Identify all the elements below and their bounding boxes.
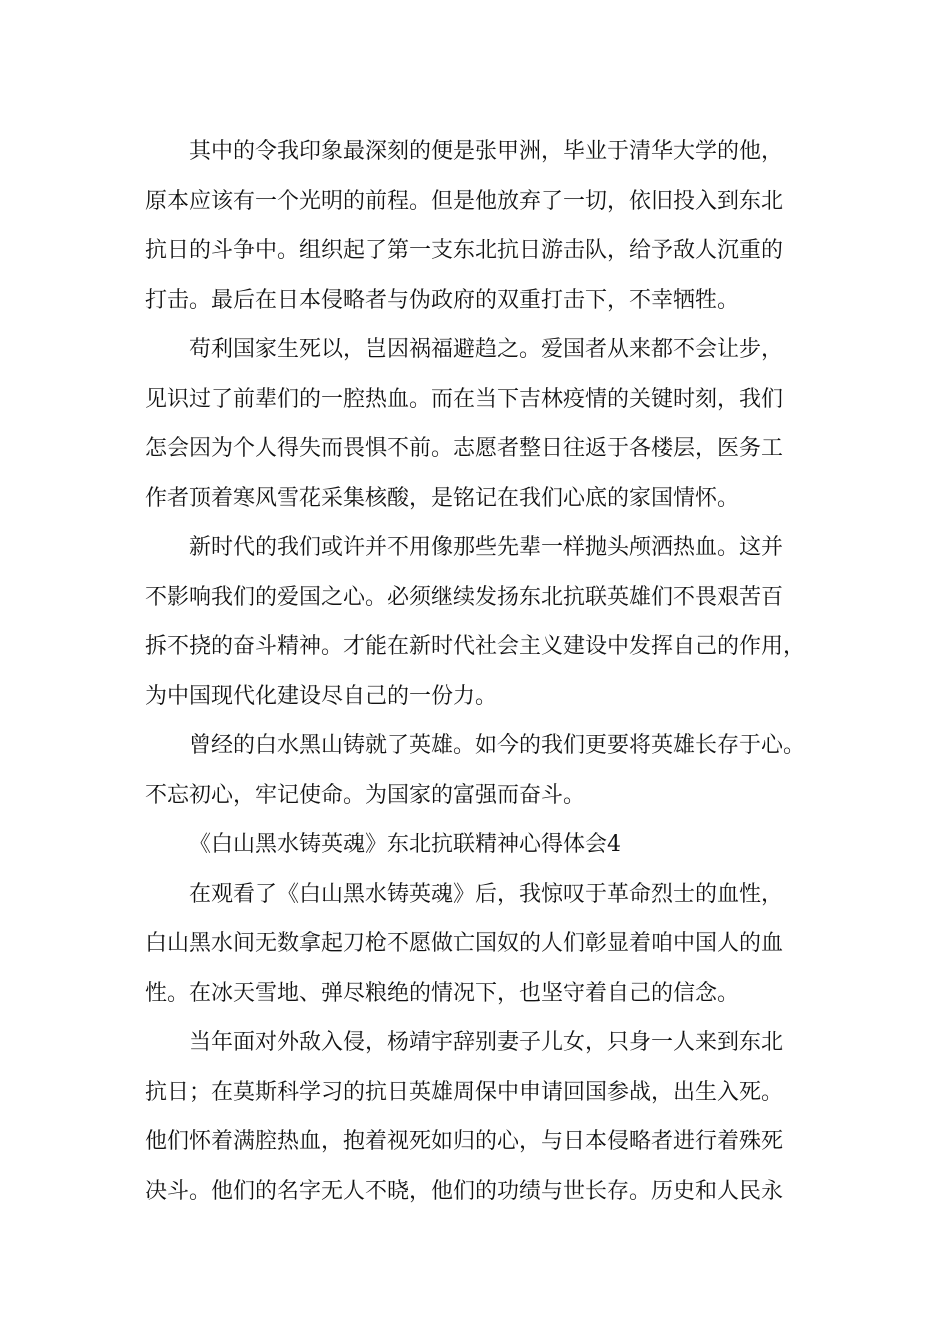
text-line: 原本应该有一个光明的前程。但是他放弃了一切，依旧投入到东北	[145, 188, 784, 214]
text-line: 抗日；在莫斯科学习的抗日英雄周保中申请回国参战，出生入死。	[145, 1079, 784, 1105]
text-line: 拆不挠的奋斗精神。才能在新时代社会主义建设中发挥自己的作用，	[145, 634, 806, 659]
text-line: 新时代的我们或许并不用像那些先辈一样抛头颅洒热血。这并	[189, 535, 784, 560]
text-line: 为中国现代化建设尽自己的一份力。	[145, 683, 498, 709]
text-line: 在观看了《白山黑水铸英魂》后，我惊叹于革命烈士的血性，	[189, 881, 784, 907]
text-line: 白山黑水间无数拿起刀枪不愿做亡国奴的人们彰显着咱中国人的血	[145, 931, 784, 956]
text-line: 抗日的斗争中。组织起了第一支东北抗日游击队，给予敌人沉重的	[145, 238, 784, 263]
text-line: 他们怀着满腔热血，抱着视死如归的心，与日本侵略者进行着殊死	[145, 1129, 784, 1154]
text-line: 见识过了前辈们的一腔热血。而在当下吉林疫情的关键时刻，我们	[145, 386, 784, 412]
text-line: 曾经的白水黑山铸就了英雄。如今的我们更要将英雄长存于心。	[189, 733, 806, 758]
text-line: 不影响我们的爱国之心。必须继续发扬东北抗联英雄们不畏艰苦百	[145, 584, 784, 610]
text-line: 苟利国家生死以，岂因祸福避趋之。爱国者从来都不会让步，	[189, 337, 784, 362]
text-line: 决斗。他们的名字无人不晓，他们的功绩与世长存。历史和人民永	[145, 1178, 784, 1204]
text-line: 不忘初心，牢记使命。为国家的富强而奋斗。	[145, 782, 586, 808]
document-body	[145, 127, 835, 1216]
text-line: 其中的令我印象最深刻的便是张甲洲，毕业于清华大学的他，	[189, 139, 784, 164]
text-line: 作者顶着寒风雪花采集核酸，是铭记在我们心底的家国情怀。	[145, 485, 740, 511]
text-line: 性。在冰天雪地、弹尽粮绝的情况下，也坚守着自己的信念。	[145, 980, 740, 1006]
text-line: 怎会因为个人得失而畏惧不前。志愿者整日往返于各楼层，医务工	[145, 436, 784, 461]
section-heading: 《白山黑水铸英魂》东北抗联精神心得体会4	[189, 832, 621, 857]
text-line: 打击。最后在日本侵略者与伪政府的双重打击下，不幸牺牲。	[145, 287, 740, 313]
text-line: 当年面对外敌入侵，杨靖宇辞别妻子儿女，只身一人来到东北	[189, 1030, 784, 1055]
